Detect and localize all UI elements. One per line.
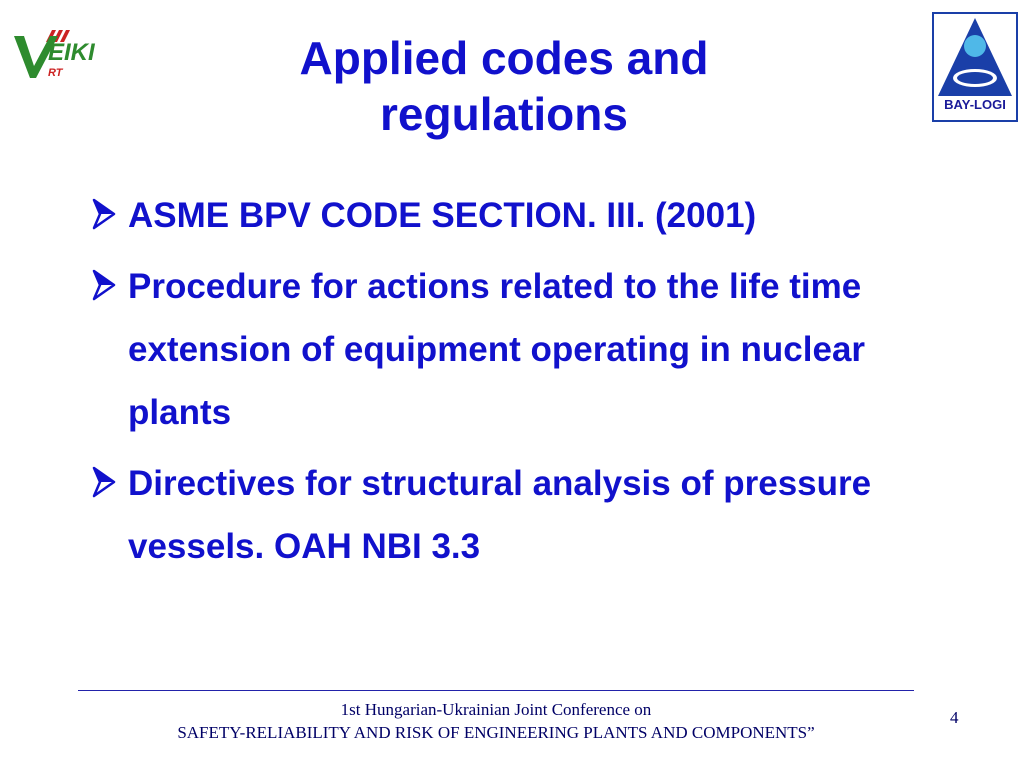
footer — [78, 698, 914, 744]
svg-text:RT: RT — [48, 67, 63, 79]
arrow-bullet-icon — [90, 452, 120, 515]
bullet-text: ASME BPV CODE SECTION. III. (2001) — [128, 196, 757, 235]
bullet-item — [90, 452, 950, 578]
bullet-text: Directives for structural analysis of pressure vessels. OAH NBI 3.3 — [128, 464, 872, 566]
bullet-list — [90, 184, 950, 586]
arrow-bullet-icon — [90, 184, 120, 247]
footer-line1: 1st Hungarian-Ukrainian Joint Conference on — [340, 700, 652, 719]
slide-title-line2: regulations — [380, 88, 628, 140]
footer-line2: SAFETY-RELIABILITY AND RISK OF ENGINEERING PLANTS AND COMPONENTS” — [177, 723, 815, 742]
arrow-bullet-icon — [90, 255, 120, 318]
bullet-item — [90, 255, 950, 444]
slide-title-line1: Applied codes and — [299, 32, 709, 84]
bullet-item — [90, 184, 950, 247]
baylogi-logo-text: BAY-LOGI — [944, 97, 1006, 112]
footer-divider — [78, 690, 914, 691]
bullet-text: Procedure for actions related to the life time extension of equipment operating in nuclear plants — [128, 267, 866, 432]
svg-text:EIKI: EIKI — [48, 39, 95, 66]
slide-title — [200, 30, 808, 142]
veiki-logo — [8, 26, 118, 86]
page-number: 4 — [950, 708, 959, 727]
